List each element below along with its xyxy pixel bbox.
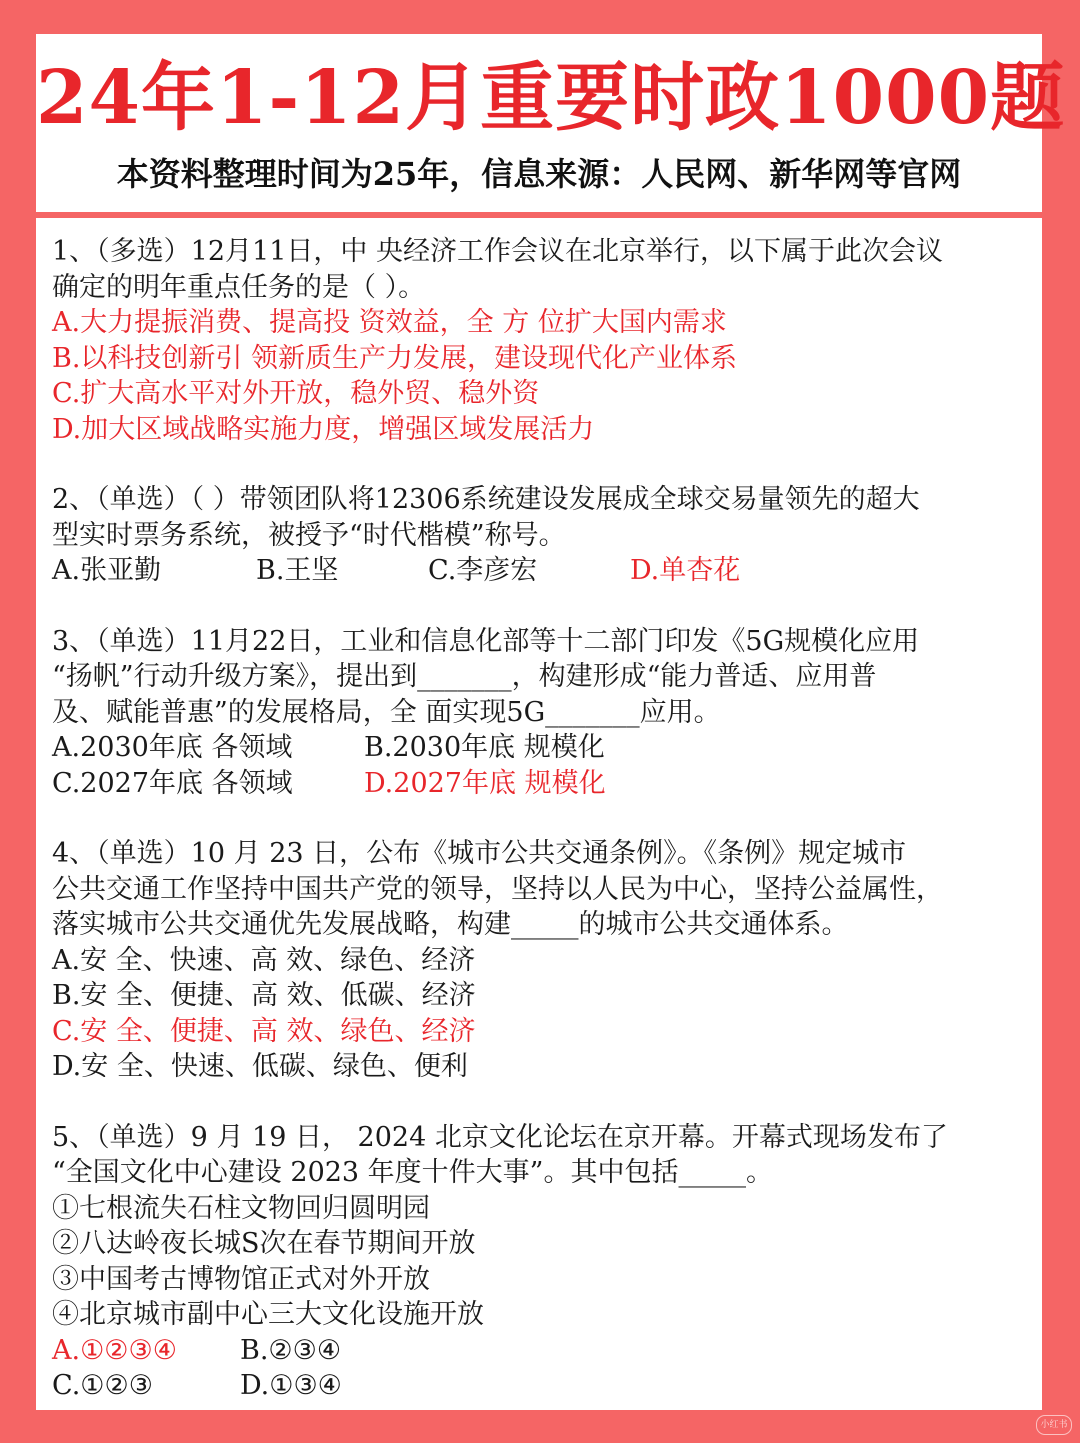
question-5-option-a: A.①②③④ <box>52 1334 177 1366</box>
question-2-option-c: C.李彦宏 <box>428 555 538 586</box>
question-2-option-b: B.王坚 <box>256 555 339 586</box>
question-5-option-d: D.①③④ <box>240 1370 342 1401</box>
question-5-options-row-1 <box>52 1333 1028 1369</box>
question-list <box>36 218 1042 1410</box>
question-5-item-1: ①七根流失石柱文物回归圆明园 <box>52 1192 430 1224</box>
question-5 <box>52 1120 1028 1404</box>
question-1-option-a: A.大力提振消费、提高投 资效益，全 方 位扩大国内需求 <box>52 307 727 338</box>
question-2-option-d: D.单杏花 <box>630 555 741 586</box>
question-4-option-d: D.安 全、快速、低碳、绿色、便利 <box>52 1051 468 1082</box>
question-1-option-d: D.加大区域战略实施力度，增强区域发展活力 <box>52 413 595 445</box>
page-subtitle: 本资料整理时间为25年，信息来源：人民网、新华网等官网 <box>116 155 962 193</box>
question-5-options-row-2 <box>52 1368 1028 1404</box>
question-4-option-c: C.安 全、便捷、高 效、绿色、经济 <box>52 1015 476 1047</box>
question-2-options <box>52 553 1028 589</box>
question-5-stem-line-1: 5、（单选）9 月 19 日， 2024 北京文化论坛在京开幕。开幕式现场发布了 <box>52 1121 948 1153</box>
question-5-option-b: B.②③④ <box>240 1334 342 1366</box>
question-3-option-c: C.2027年底 各领域 <box>52 767 293 799</box>
question-2-stem-line-2: 型实时票务系统，被授予“时代楷模”称号。 <box>52 519 566 551</box>
question-5-item-4: ④北京城市副中心三大文化设施开放 <box>52 1299 484 1330</box>
question-4-stem-line-3: 落实城市公共交通优先发展战略，构建_____的城市公共交通体系。 <box>52 909 849 940</box>
question-3-options-row-2 <box>52 766 1028 802</box>
question-4-option-a: A.安 全、快速、高 效、绿色、经济 <box>52 944 476 976</box>
page-title: 24年1-12月重要时政1000题 <box>36 55 1066 141</box>
question-3-stem-line-3: 及、赋能普惠”的发展格局，全 面实现5G_______应用。 <box>52 696 721 728</box>
question-4-stem-line-1: 4、（单选）10 月 23 日，公布《城市公共交通条例》。《条例》规定城市 <box>52 838 907 869</box>
question-2 <box>52 482 1028 589</box>
header-card <box>36 34 1066 212</box>
question-3-option-b: B.2030年底 规模化 <box>364 732 605 763</box>
question-1-option-c: C.扩大高水平对外开放，稳外贸、稳外资 <box>52 378 540 409</box>
question-4-option-b: B.安 全、便捷、高 效、低碳、经济 <box>52 980 476 1011</box>
question-2-option-a: A.张亚勤 <box>52 555 162 586</box>
question-3-option-d: D.2027年底 规模化 <box>364 767 606 799</box>
question-1 <box>52 234 1028 447</box>
question-1-stem-line-2: 确定的明年重点任务的是（ ）。 <box>52 271 426 303</box>
watermark-logo: 小红书 <box>1036 1415 1072 1435</box>
question-2-stem-line-1: 2、（单选）（ ）带领团队将12306系统建设发展成全球交易量领先的超大 <box>52 484 920 515</box>
question-4-stem-line-2: 公共交通工作坚持中国共产党的领导，坚持以人民为中心，坚持公益属性， <box>52 873 943 905</box>
question-3-option-a: A.2030年底 各领域 <box>52 732 293 763</box>
question-5-stem-line-2: “全国文化中心建设 2023 年度十件大事”。其中包括_____。 <box>52 1157 773 1188</box>
question-3-options-row-1 <box>52 730 1028 766</box>
question-3-stem-line-1: 3、（单选）11月22日，工业和信息化部等十二部门印发《5G规模化应用 <box>52 625 920 657</box>
question-5-option-c: C.①②③ <box>52 1370 153 1401</box>
question-3-stem-line-2: “扬帆”行动升级方案》，提出到_______，构建形成“能力普适、应用普 <box>52 661 877 692</box>
question-5-item-2: ②八达岭夜长城S次在春节期间开放 <box>52 1228 476 1259</box>
question-3 <box>52 624 1028 802</box>
question-1-option-b: B.以科技创新引 领新质生产力发展，建设现代化产业体系 <box>52 342 738 374</box>
question-1-stem-line-1: 1、（多选）12月11日，中 央经济工作会议在北京举行，以下属于此次会议 <box>52 236 943 267</box>
question-4 <box>52 836 1028 1085</box>
question-5-item-3: ③中国考古博物馆正式对外开放 <box>52 1263 430 1295</box>
